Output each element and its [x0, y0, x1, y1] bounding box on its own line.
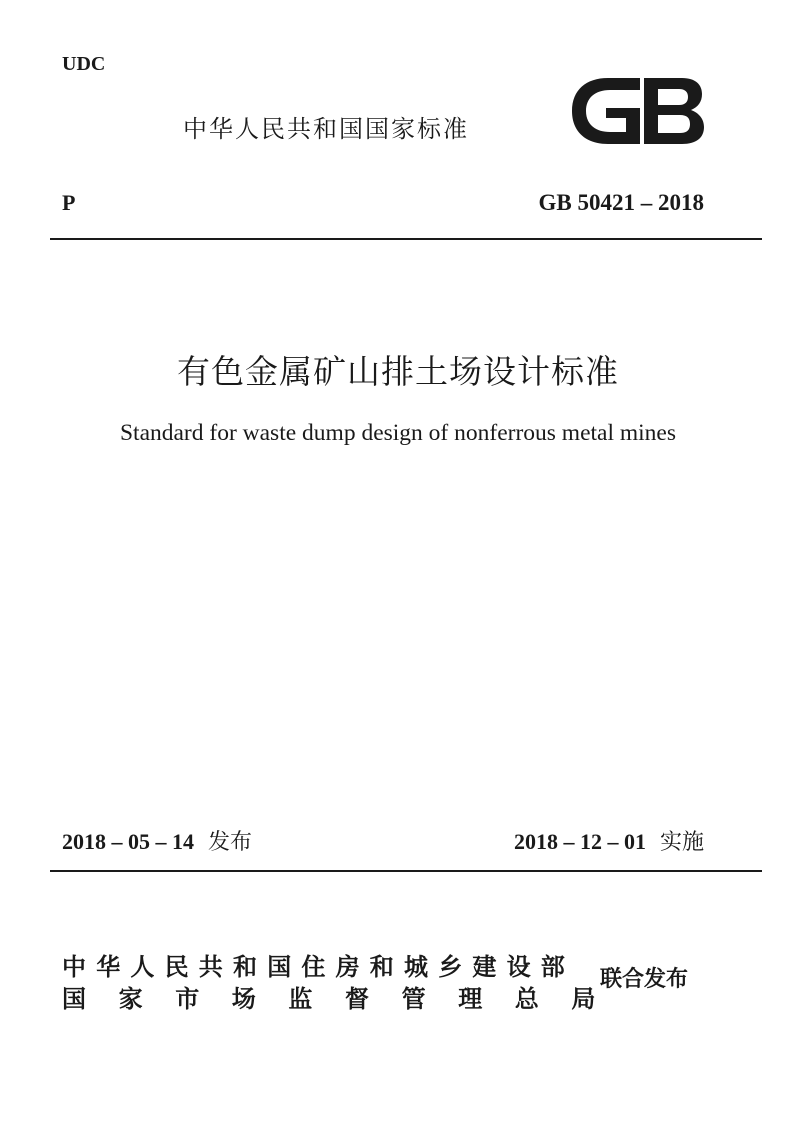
publish-label: 发布	[208, 830, 253, 855]
issuer-ministry: 中华人民共和国住房和城乡建设部	[62, 953, 575, 981]
implement-date: 2018 – 12 – 01	[513, 829, 646, 854]
title-english: Standard for waste dump design of nonferrous metal mines	[119, 420, 677, 446]
udc-label: UDC	[62, 53, 106, 75]
gb-logo	[568, 76, 706, 146]
top-divider	[50, 238, 762, 240]
publish-date: 2018 – 05 – 14	[62, 829, 194, 854]
standard-number: GB 50421 – 2018	[538, 190, 704, 215]
joint-issue-label: 联合发布	[600, 967, 689, 992]
title-chinese: 有色金属矿山排土场设计标准	[177, 352, 619, 391]
publish-date-row	[62, 826, 252, 859]
implement-label: 实施	[659, 830, 704, 855]
national-standard-heading: 中华人民共和国国家标准	[183, 115, 469, 143]
bottom-divider	[50, 870, 762, 872]
classification-code: P	[62, 190, 76, 215]
issuer-administration: 国家市场监督管理总局	[62, 985, 628, 1013]
implement-date-row	[514, 826, 704, 859]
